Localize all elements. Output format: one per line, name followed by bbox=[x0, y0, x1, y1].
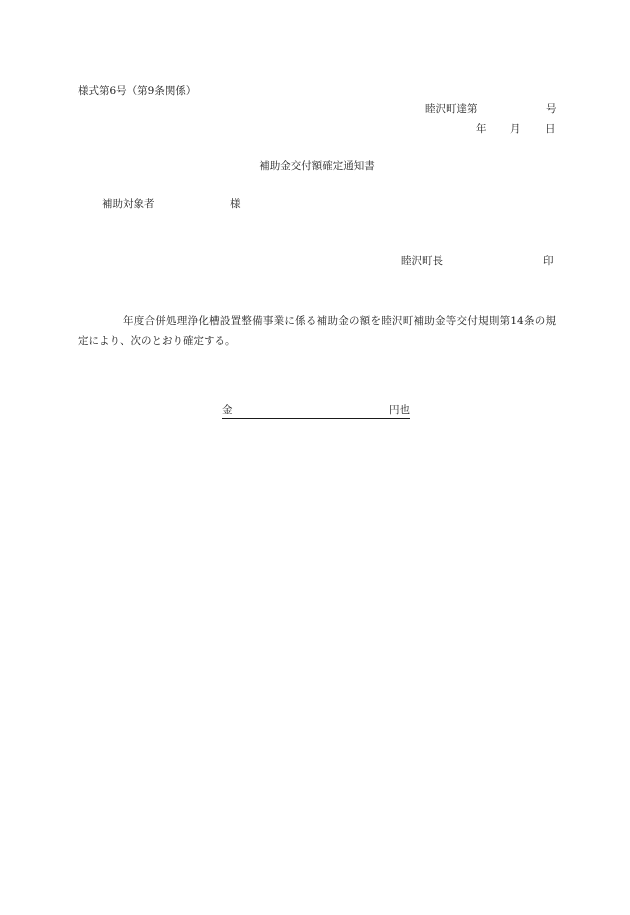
seal-mark: 印 bbox=[543, 255, 554, 267]
document-title: 補助金交付額確定通知書 bbox=[259, 160, 375, 172]
recipient-honorific: 様 bbox=[230, 198, 241, 210]
amount-prefix: 金 bbox=[222, 404, 233, 416]
date-month-label: 月 bbox=[510, 123, 521, 135]
form-number: 様式第6号（第9条関係） bbox=[78, 85, 197, 97]
body-paragraph: 年度合併処理浄化槽設置整備事業に係る補助金の額を睦沢町補助金等交付規則第14条の規定により、次のとおり確定する。 bbox=[78, 315, 556, 347]
document-number-label: 睦沢町達第 bbox=[425, 103, 478, 115]
amount-suffix: 円也 bbox=[389, 404, 410, 416]
recipient-label: 補助対象者 bbox=[102, 198, 155, 210]
issuer-name: 睦沢町長 bbox=[401, 255, 443, 267]
amount-line bbox=[222, 405, 410, 419]
date-day-label: 日 bbox=[545, 123, 556, 135]
date-year-label: 年 bbox=[476, 123, 487, 135]
document-number-suffix: 号 bbox=[546, 103, 557, 115]
